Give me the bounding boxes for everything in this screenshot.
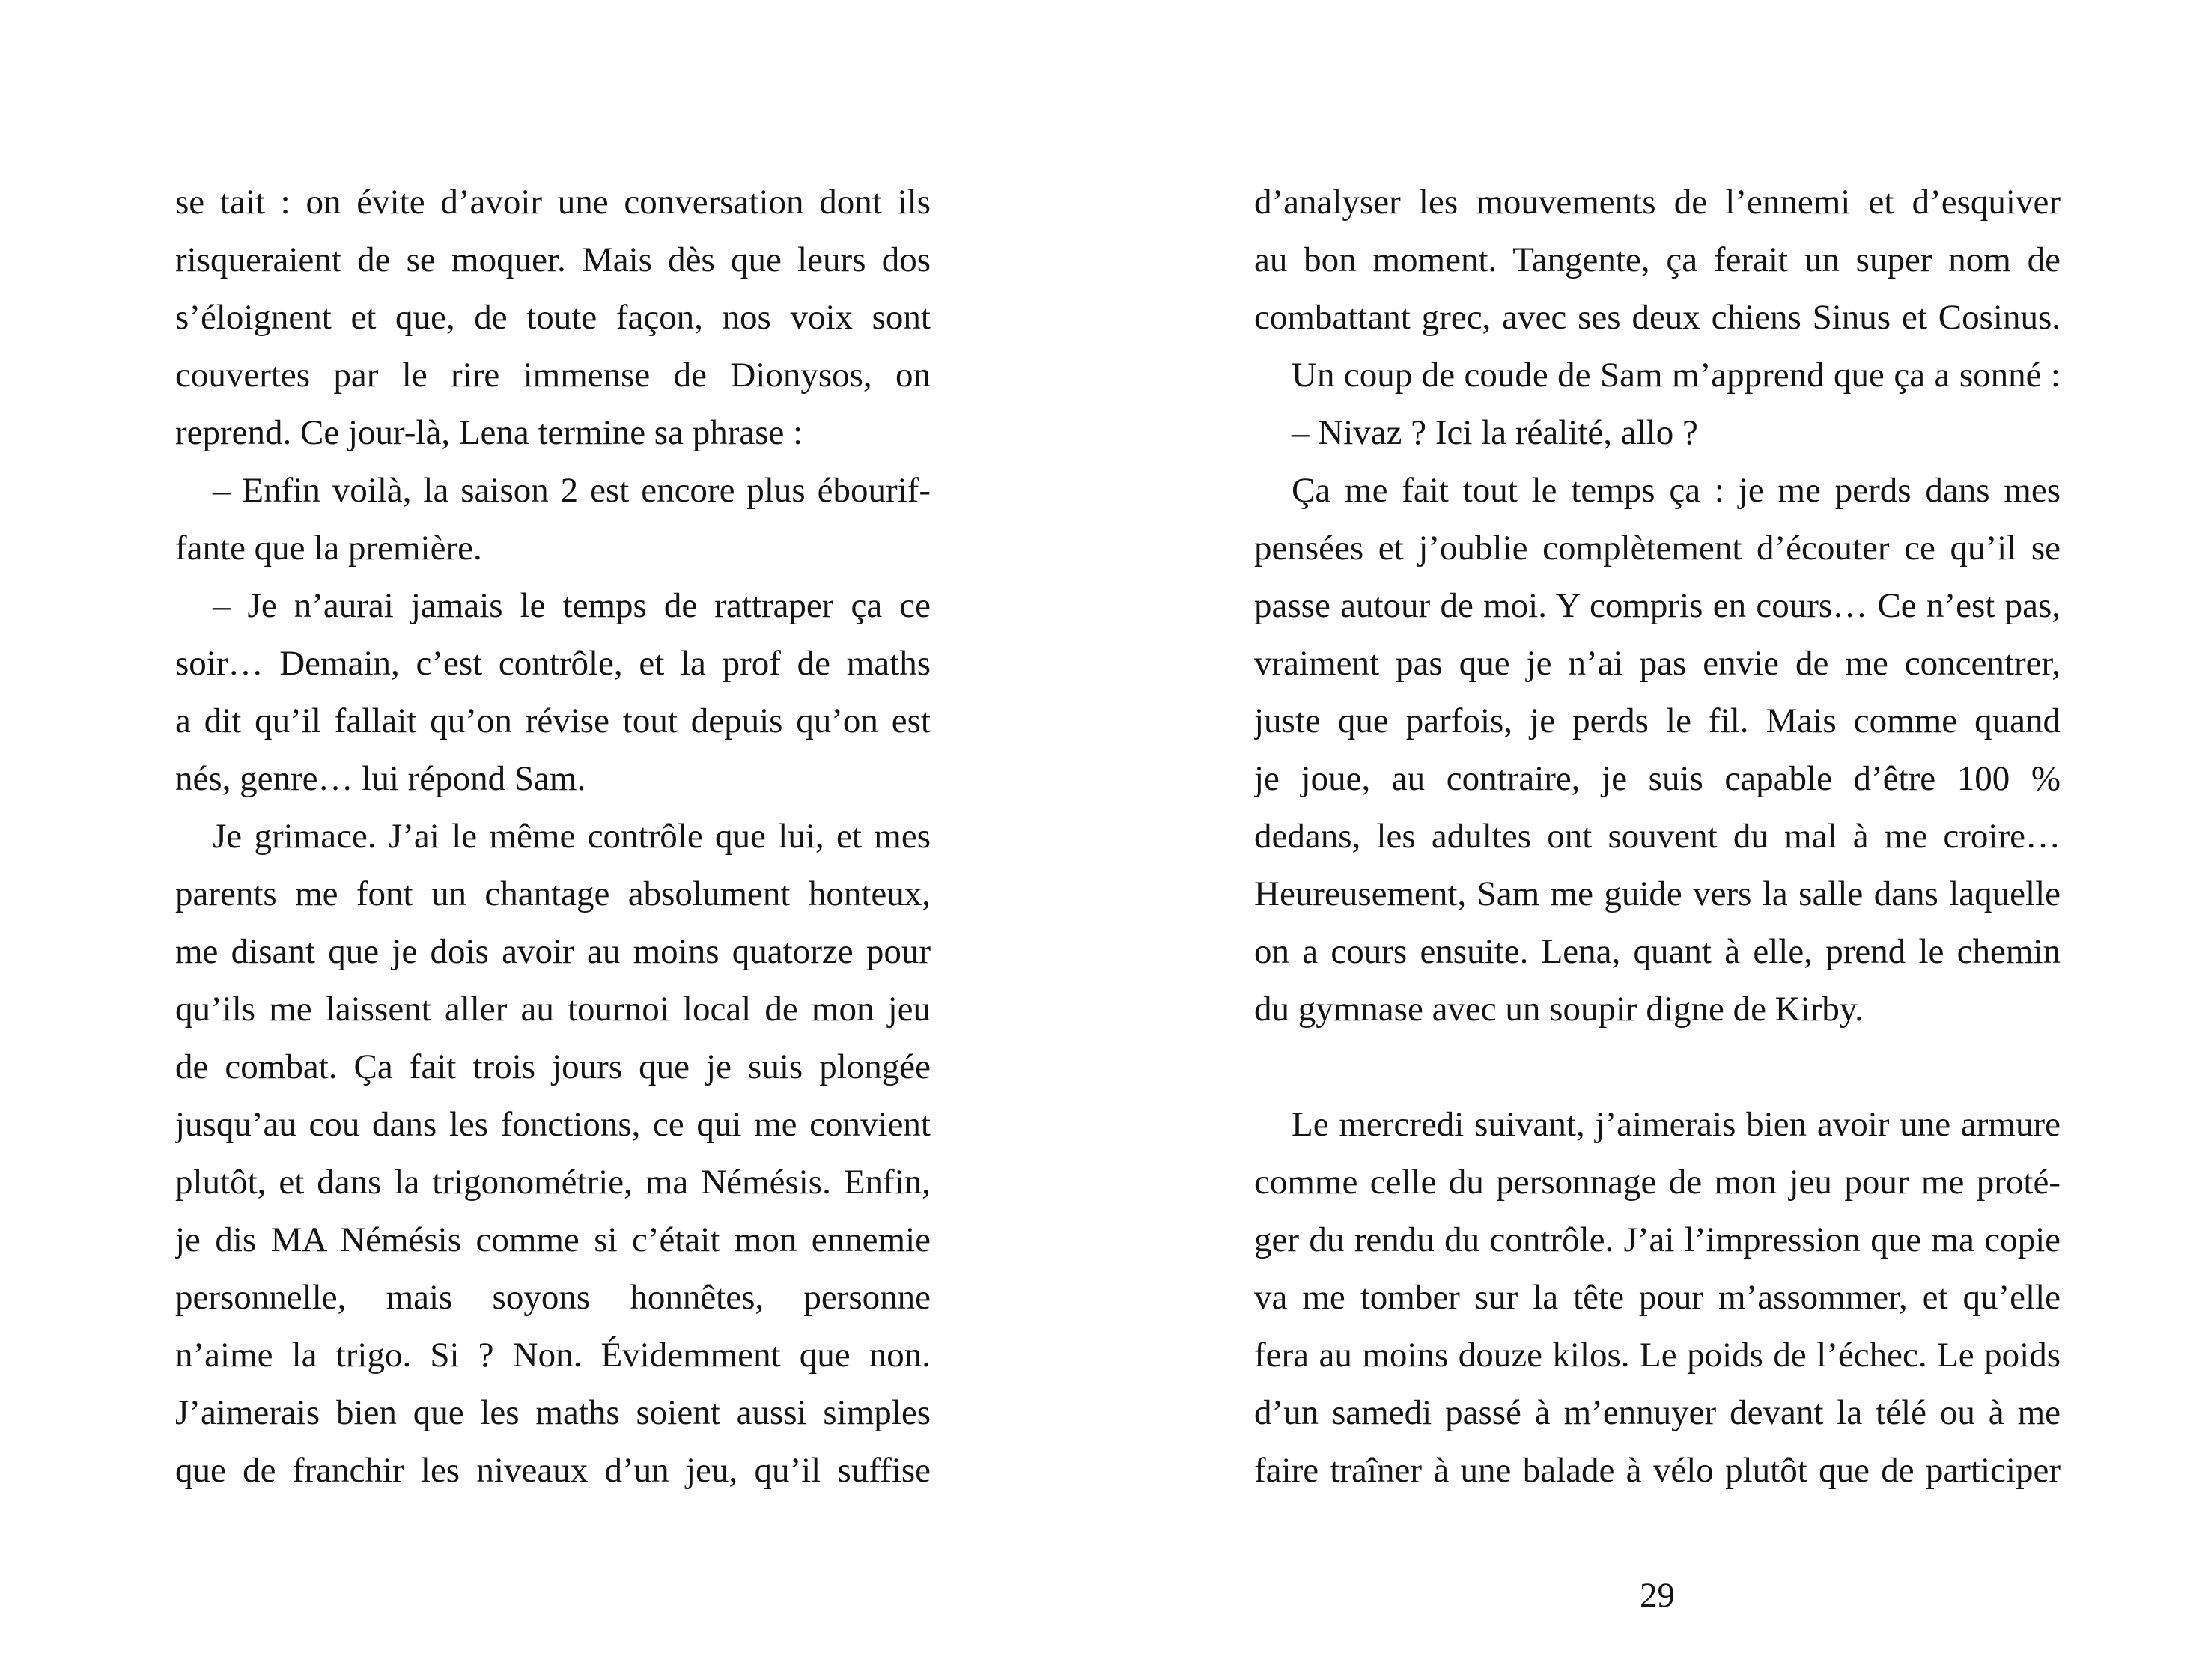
text-line: se tait : on évite d’avoir une conversation dont ils [175,183,931,222]
text-line: passe autour de moi. Y compris en cours… Ce n’est pas, [1254,586,2061,625]
page-number: 29 [1640,1576,1675,1615]
text-line: je dis MA Némésis comme si c’était mon ennemie [175,1220,931,1259]
text-line: jusqu’au cou dans les fonctions, ce qui me convient [175,1105,931,1144]
text-line: combattant grec, avec ses deux chiens Sinus et Cosinus. [1254,298,2061,337]
text-line: a dit qu’il fallait qu’on révise tout depuis qu’on est [175,701,931,740]
text-line: pensées et j’oublie complètement d’écouter ce qu’il se [1254,529,2061,567]
right-page-text [1254,174,2061,1500]
text-line: d’analyser les mouvements de l’ennemi et d’esquiver [1254,183,2061,222]
left-page [175,174,931,1500]
text-line: faire traîner à une balade à vélo plutôt que de participer [1254,1451,2061,1490]
text-line: fera au moins douze kilos. Le poids de l’échec. Le poids [1254,1336,2061,1375]
text-line: Je grimace. J’ai le même contrôle que lui, et mes [213,817,931,856]
text-line: Ça me fait tout le temps ça : je me perds dans mes [1292,471,2061,510]
text-line: va me tomber sur la tête pour m’assommer, et qu’elle [1254,1278,2061,1317]
text-line: me disant que je dois avoir au moins quatorze pour [175,932,931,971]
text-line: je joue, au contraire, je suis capable d’être 100 % [1254,759,2061,798]
text-line: que de franchir les niveaux d’un jeu, qu’il suffise [175,1451,931,1490]
text-line: – Nivaz ? Ici la réalité, allo ? [1292,413,1698,452]
text-line: comme celle du personnage de mon jeu pour me proté- [1254,1163,2061,1202]
text-line: plutôt, et dans la trigonométrie, ma Némésis. Enfin, [175,1163,931,1202]
blank-line [1254,1038,2061,1096]
text-line: – Enfin voilà, la saison 2 est encore plus ébourif- [213,471,931,510]
text-line: d’un samedi passé à m’ennuyer devant la télé ou à me [1254,1393,2061,1432]
text-line: soir… Demain, c’est contrôle, et la prof de maths [175,644,931,683]
text-line: dedans, les adultes ont souvent du mal à me croire… [1254,817,2061,856]
text-line: au bon moment. Tangente, ça ferait un super nom de [1254,240,2061,279]
text-line: on a cours ensuite. Lena, quant à elle, prend le chemin [1254,932,2061,971]
text-line: parents me font un chantage absolument honteux, [175,874,931,913]
text-line: reprend. Ce jour-là, Lena termine sa phrase : [175,413,803,452]
text-line: J’aimerais bien que les maths soient aussi simples [175,1393,931,1432]
text-line: du gymnase avec un soupir digne de Kirby. [1254,990,1864,1029]
text-line: risqueraient de se moquer. Mais dès que leurs dos [175,240,931,279]
text-line: vraiment pas que je n’ai pas envie de me concentrer, [1254,644,2061,683]
left-page-text [175,174,931,1500]
text-line: s’éloignent et que, de toute façon, nos voix sont [175,298,931,337]
text-line: nés, genre… lui répond Sam. [175,759,586,798]
text-line: Heureusement, Sam me guide vers la salle dans laquelle [1254,874,2061,913]
text-line: – Je n’aurai jamais le temps de rattraper ça ce [213,586,931,625]
text-line: Le mercredi suivant, j’aimerais bien avoir une armure [1292,1105,2061,1144]
text-line: fante que la première. [175,529,482,567]
text-line: qu’ils me laissent aller au tournoi local de mon jeu [175,990,931,1029]
text-line: juste que parfois, je perds le fil. Mais comme quand [1254,701,2061,740]
text-line: Un coup de coude de Sam m’apprend que ça a sonné : [1292,356,2061,395]
text-line: ger du rendu du contrôle. J’ai l’impression que ma copie [1254,1220,2061,1259]
text-line: n’aime la trigo. Si ? Non. Évidemment que non. [175,1336,931,1375]
text-line: de combat. Ça fait trois jours que je suis plongée [175,1047,931,1086]
text-line: couvertes par le rire immense de Dionysos, on [175,356,931,395]
right-page [1254,174,2061,1500]
text-line: personnelle, mais soyons honnêtes, personne [175,1278,931,1317]
